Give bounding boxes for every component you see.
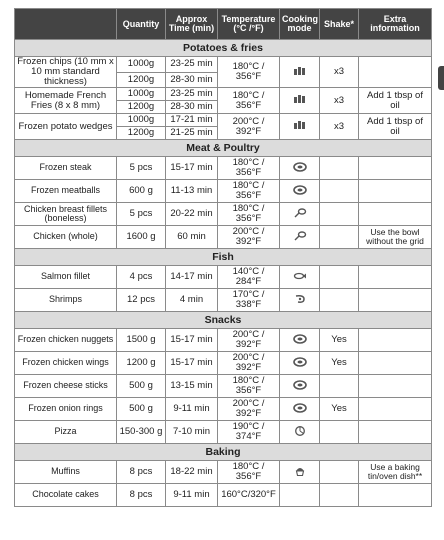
section-header xyxy=(15,444,432,461)
food-name: Frozen chicken nuggets xyxy=(15,329,117,352)
temperature: 180°C / 356°F xyxy=(218,180,280,203)
quantity: 12 pcs xyxy=(117,289,166,312)
cooking-mode xyxy=(280,375,320,398)
quantity: 4 pcs xyxy=(117,266,166,289)
cook-time: 7-10 min xyxy=(166,421,218,444)
food-name: Salmon fillet xyxy=(15,266,117,289)
quantity: 1000g xyxy=(117,114,166,127)
temperature: 180°C / 356°F xyxy=(218,88,280,114)
table-row xyxy=(15,375,432,398)
cook-time: 15-17 min xyxy=(166,157,218,180)
cooking-mode xyxy=(280,484,320,507)
extra-info xyxy=(359,484,432,507)
section-header xyxy=(15,140,432,157)
cooking-mode xyxy=(280,114,320,140)
cook-time: 11-13 min xyxy=(166,180,218,203)
table-row xyxy=(15,484,432,507)
fries-icon xyxy=(293,120,307,133)
table-row xyxy=(15,461,432,484)
shake xyxy=(320,266,359,289)
shake: Yes xyxy=(320,329,359,352)
shake xyxy=(320,461,359,484)
cook-time: 13-15 min xyxy=(166,375,218,398)
extra-info xyxy=(359,398,432,421)
header-time: Approx Time (min) xyxy=(166,9,218,40)
table-body xyxy=(15,40,432,507)
section-title: Potatoes & fries xyxy=(15,40,432,57)
table-row xyxy=(15,57,432,73)
steak-icon xyxy=(293,185,307,198)
extra-info xyxy=(359,180,432,203)
cooking-mode xyxy=(280,421,320,444)
section-header xyxy=(15,312,432,329)
quantity: 5 pcs xyxy=(117,203,166,226)
temperature: 170°C / 338°F xyxy=(218,289,280,312)
shake: Yes xyxy=(320,352,359,375)
extra-info xyxy=(359,57,432,88)
food-name: Shrimps xyxy=(15,289,117,312)
cook-time: 15-17 min xyxy=(166,352,218,375)
cooking-mode xyxy=(280,461,320,484)
extra-info xyxy=(359,266,432,289)
table-header xyxy=(15,9,432,40)
food-name: Frozen onion rings xyxy=(15,398,117,421)
food-name: Frozen steak xyxy=(15,157,117,180)
cooking-mode xyxy=(280,289,320,312)
temperature: 160°C/320°F xyxy=(218,484,280,507)
extra-info xyxy=(359,375,432,398)
food-name: Muffins xyxy=(15,461,117,484)
quantity: 8 pcs xyxy=(117,484,166,507)
extra-info xyxy=(359,203,432,226)
extra-info xyxy=(359,289,432,312)
food-name: Chicken breast fillets (boneless) xyxy=(15,203,117,226)
quantity: 1500 g xyxy=(117,329,166,352)
quantity: 500 g xyxy=(117,375,166,398)
side-tab-marker xyxy=(438,66,444,90)
shake: x3 xyxy=(320,88,359,114)
fries-icon xyxy=(293,66,307,79)
drumstick-icon xyxy=(293,208,307,221)
cook-time: 21-25 min xyxy=(166,127,218,140)
food-name: Frozen chicken wings xyxy=(15,352,117,375)
table-row xyxy=(15,352,432,375)
temperature: 140°C / 284°F xyxy=(218,266,280,289)
header-food xyxy=(15,9,117,40)
cook-time: 9-11 min xyxy=(166,484,218,507)
extra-info: Add 1 tbsp of oil xyxy=(359,88,432,114)
quantity: 1200g xyxy=(117,72,166,88)
temperature: 200°C / 392°F xyxy=(218,114,280,140)
quantity: 1000g xyxy=(117,88,166,101)
cooking-mode xyxy=(280,157,320,180)
food-name: Pizza xyxy=(15,421,117,444)
cook-time: 28-30 min xyxy=(166,101,218,114)
cooking-mode xyxy=(280,203,320,226)
extra-info xyxy=(359,157,432,180)
extra-info: Add 1 tbsp of oil xyxy=(359,114,432,140)
table-row xyxy=(15,266,432,289)
cook-time: 60 min xyxy=(166,226,218,249)
muffin-icon xyxy=(293,466,307,479)
steak-icon xyxy=(293,357,307,370)
quantity: 1200 g xyxy=(117,352,166,375)
shake xyxy=(320,289,359,312)
section-title: Baking xyxy=(15,444,432,461)
table-row xyxy=(15,88,432,101)
cook-time: 15-17 min xyxy=(166,329,218,352)
quantity: 1200g xyxy=(117,127,166,140)
cooking-mode xyxy=(280,266,320,289)
food-name: Frozen cheese sticks xyxy=(15,375,117,398)
cook-time: 17-21 min xyxy=(166,114,218,127)
table-row xyxy=(15,157,432,180)
cooking-mode xyxy=(280,57,320,88)
temperature: 200°C / 392°F xyxy=(218,226,280,249)
quantity: 150-300 g xyxy=(117,421,166,444)
cooking-mode xyxy=(280,398,320,421)
food-name: Frozen chips (10 mm x 10 mm standard thickness) xyxy=(15,57,117,88)
pizza-icon xyxy=(293,426,307,439)
extra-info: Use the bowl without the grid xyxy=(359,226,432,249)
cooking-mode xyxy=(280,180,320,203)
cooking-table xyxy=(14,8,432,507)
quantity: 5 pcs xyxy=(117,157,166,180)
shake xyxy=(320,180,359,203)
steak-icon xyxy=(293,403,307,416)
temperature: 180°C / 356°F xyxy=(218,157,280,180)
shake xyxy=(320,375,359,398)
shake xyxy=(320,421,359,444)
section-header xyxy=(15,249,432,266)
food-name: Homemade French Fries (8 x 8 mm) xyxy=(15,88,117,114)
cook-time: 20-22 min xyxy=(166,203,218,226)
shake xyxy=(320,226,359,249)
food-name: Chicken (whole) xyxy=(15,226,117,249)
temperature: 190°C / 374°F xyxy=(218,421,280,444)
steak-icon xyxy=(293,162,307,175)
food-name: Frozen meatballs xyxy=(15,180,117,203)
shrimp-icon xyxy=(293,294,307,307)
shake: x3 xyxy=(320,114,359,140)
table-row xyxy=(15,180,432,203)
quantity: 1000g xyxy=(117,57,166,73)
temperature: 180°C / 356°F xyxy=(218,461,280,484)
temperature: 200°C / 392°F xyxy=(218,329,280,352)
quantity: 600 g xyxy=(117,180,166,203)
cooking-mode xyxy=(280,88,320,114)
steak-icon xyxy=(293,334,307,347)
header-shake: Shake* xyxy=(320,9,359,40)
table-row xyxy=(15,203,432,226)
table-row xyxy=(15,421,432,444)
header-cooking-mode: Cooking mode xyxy=(280,9,320,40)
shake xyxy=(320,203,359,226)
extra-info xyxy=(359,352,432,375)
cook-time: 23-25 min xyxy=(166,88,218,101)
extra-info: Use a baking tin/oven dish** xyxy=(359,461,432,484)
header-temperature: Temperature (°C /°F) xyxy=(218,9,280,40)
drumstick-icon xyxy=(293,231,307,244)
food-name: Chocolate cakes xyxy=(15,484,117,507)
temperature: 180°C / 356°F xyxy=(218,375,280,398)
table-row xyxy=(15,226,432,249)
cook-time: 18-22 min xyxy=(166,461,218,484)
header-quantity: Quantity xyxy=(117,9,166,40)
fries-icon xyxy=(293,94,307,107)
cook-time: 28-30 min xyxy=(166,72,218,88)
table-row xyxy=(15,329,432,352)
shake xyxy=(320,484,359,507)
quantity: 1600 g xyxy=(117,226,166,249)
table-row xyxy=(15,114,432,127)
quantity: 500 g xyxy=(117,398,166,421)
steak-icon xyxy=(293,380,307,393)
table-row xyxy=(15,398,432,421)
cook-time: 23-25 min xyxy=(166,57,218,73)
section-title: Fish xyxy=(15,249,432,266)
cook-time: 4 min xyxy=(166,289,218,312)
cooking-mode xyxy=(280,352,320,375)
header-extra: Extra information xyxy=(359,9,432,40)
section-title: Meat & Poultry xyxy=(15,140,432,157)
temperature: 200°C / 392°F xyxy=(218,398,280,421)
shake: x3 xyxy=(320,57,359,88)
cook-time: 14-17 min xyxy=(166,266,218,289)
temperature: 180°C / 356°F xyxy=(218,57,280,88)
fish-icon xyxy=(293,271,307,284)
extra-info xyxy=(359,329,432,352)
food-name: Frozen potato wedges xyxy=(15,114,117,140)
shake xyxy=(320,157,359,180)
cooking-mode xyxy=(280,226,320,249)
extra-info xyxy=(359,421,432,444)
section-title: Snacks xyxy=(15,312,432,329)
quantity: 1200g xyxy=(117,101,166,114)
temperature: 180°C / 356°F xyxy=(218,203,280,226)
cooking-mode xyxy=(280,329,320,352)
quantity: 8 pcs xyxy=(117,461,166,484)
cook-time: 9-11 min xyxy=(166,398,218,421)
table-row xyxy=(15,289,432,312)
section-header xyxy=(15,40,432,57)
shake: Yes xyxy=(320,398,359,421)
temperature: 200°C / 392°F xyxy=(218,352,280,375)
